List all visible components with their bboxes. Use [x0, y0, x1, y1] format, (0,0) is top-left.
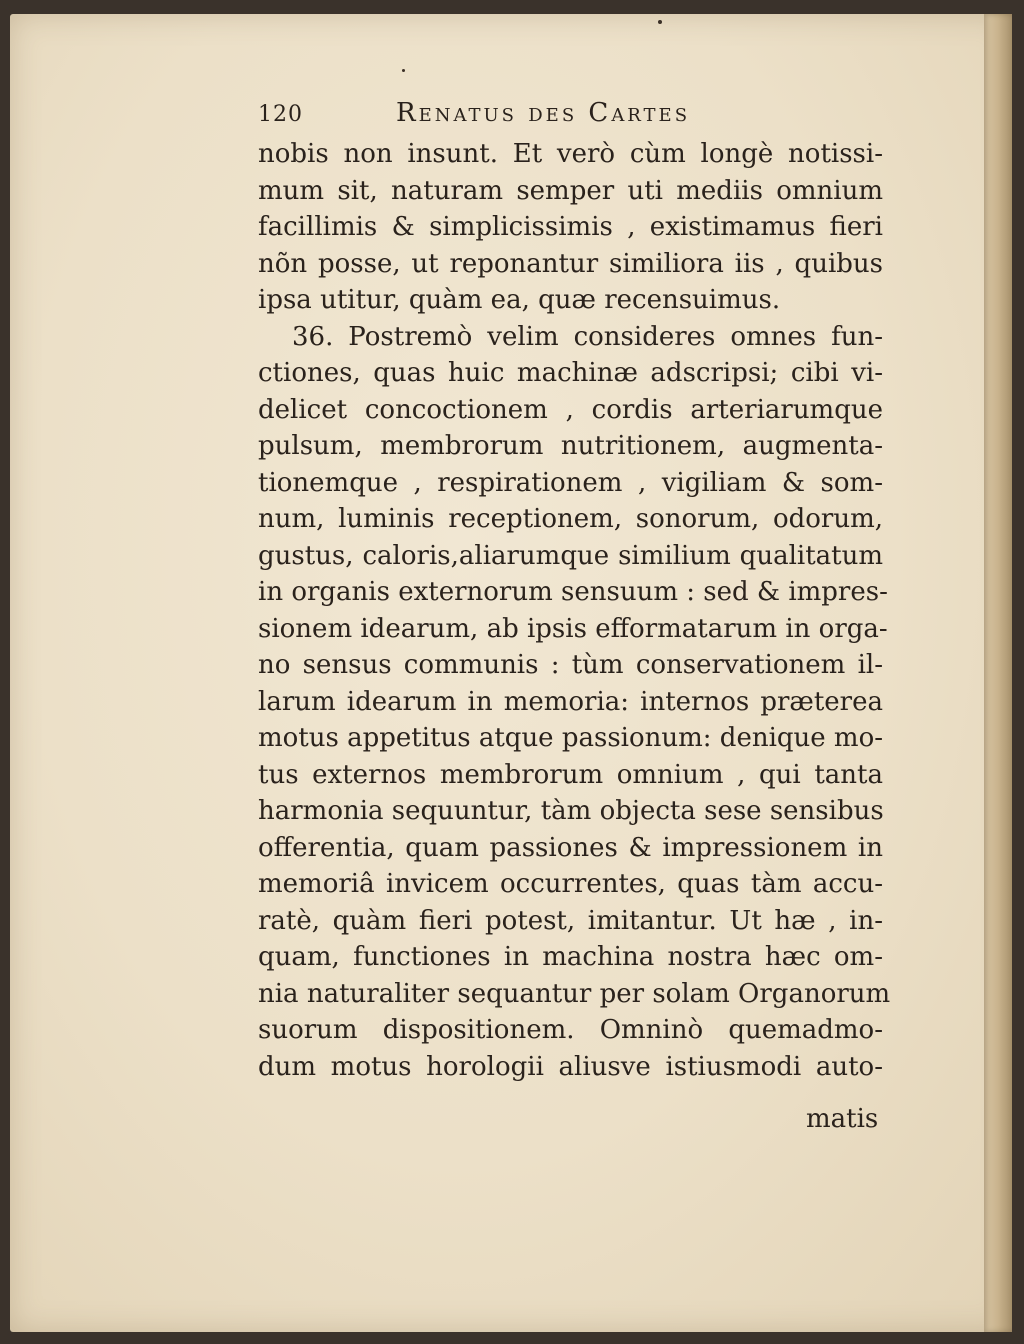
text-line: tionemque , respirationem , vigiliam & som- — [258, 467, 883, 498]
text-line: ipsa utitur, quàm ea, quæ recensuimus. — [258, 285, 781, 315]
text-line: quam, functiones in machina nostra hæc om- — [258, 942, 883, 972]
text-line: motus appetitus atque passionum: denique mo- — [258, 723, 884, 753]
page-fore-edge — [984, 14, 1012, 1332]
running-title: Renatus des Cartes — [396, 98, 691, 128]
ink-speck — [658, 20, 662, 24]
text-line: ratè, quàm fieri potest, imitantur. Ut hæ , in- — [258, 905, 883, 936]
text-line: sionem idearum, ab ipsis efformatarum in orga- — [258, 613, 888, 644]
text-line: suorum dispositionem. Omninò quemadmo- — [258, 1015, 883, 1045]
text-line: facillimis & simplicissimis , existimamus fieri — [258, 212, 883, 242]
body-text — [258, 136, 891, 1085]
text-line: delicet concoctionem , cordis arteriarumque — [258, 394, 883, 425]
text-line: offerentia, quam passiones & impressionem in — [258, 832, 883, 863]
text-line: memoriâ invicem occurrentes, quas tàm accu- — [258, 869, 883, 899]
catchword: matis — [806, 1104, 879, 1134]
ink-speck — [402, 69, 405, 72]
text-line: gustus, caloris,aliarumque similium qualitatum — [258, 540, 883, 571]
text-line: mum sit, naturam semper uti mediis omnium — [258, 175, 883, 206]
text-line: larum idearum in memoria: internos præterea — [258, 686, 883, 717]
page-number: 120 — [258, 102, 303, 127]
text-line: no sensus communis : tùm conservationem il- — [258, 650, 883, 680]
text-line: nõn posse, ut reponantur similiora iis , quibus — [258, 248, 883, 279]
running-head — [258, 98, 818, 134]
text-line: dum motus horologii aliusve istiusmodi auto- — [258, 1051, 883, 1082]
text-line: pulsum, membrorum nutritionem, augmenta- — [258, 431, 883, 461]
text-line: ctiones, quas huic machinæ adscripsi; cibi vi- — [258, 358, 883, 388]
text-line: harmonia sequuntur, tàm objecta sese sensibus — [258, 796, 884, 826]
text-line: nobis non insunt. Et verò cùm longè notissi- — [258, 139, 883, 169]
text-line: num, luminis receptionem, sonorum, odorum, — [258, 504, 883, 534]
paragraph-start-line: 36. Postremò velim consideres omnes fun- — [292, 321, 883, 352]
text-line: in organis externorum sensuum : sed & impres- — [258, 577, 888, 607]
text-line: tus externos membrorum omnium , qui tanta — [258, 759, 883, 790]
text-line: nia naturaliter sequantur per solam Organorum — [258, 978, 891, 1009]
